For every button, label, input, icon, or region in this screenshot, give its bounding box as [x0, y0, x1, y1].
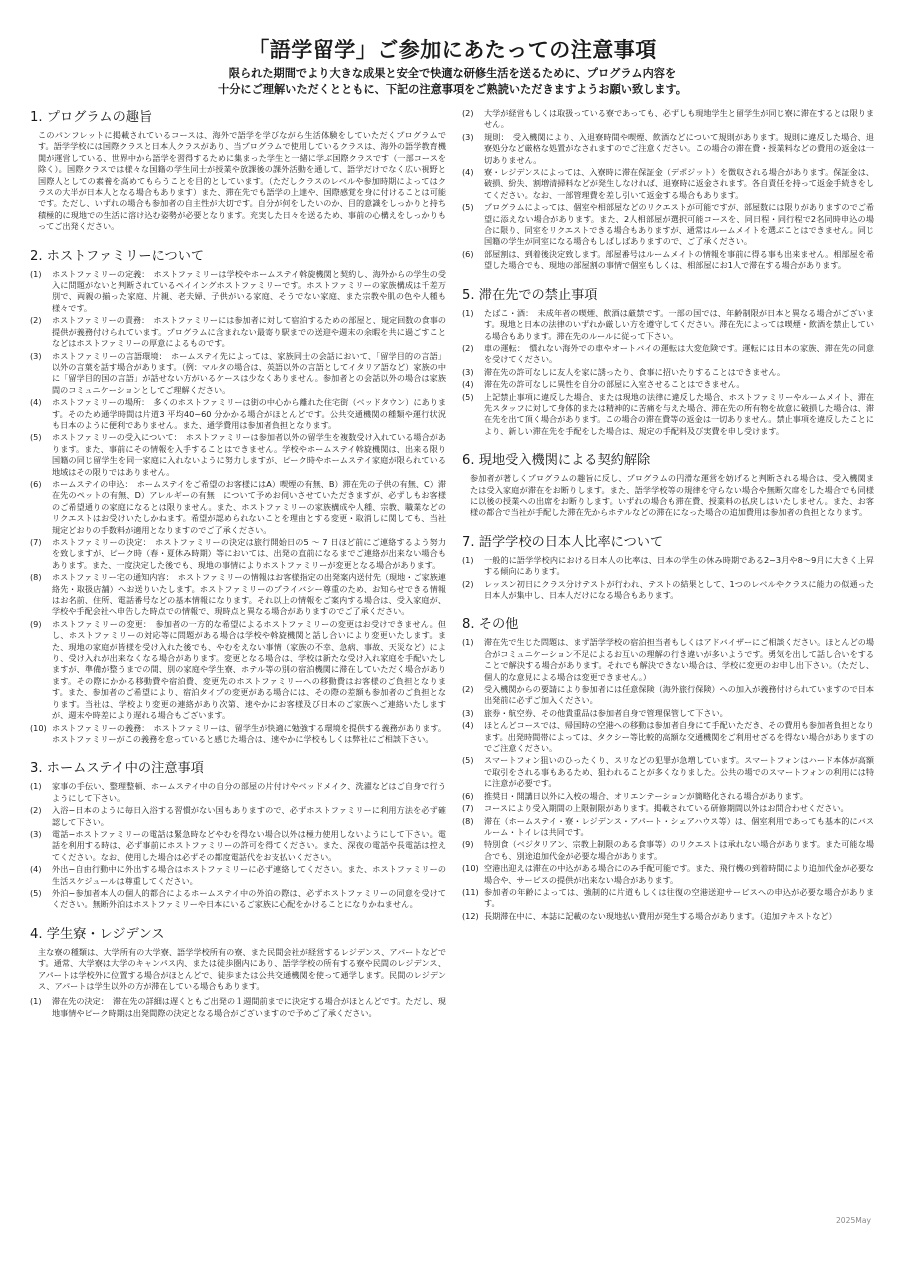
item-text: 滞在（ホームステイ・寮・レジデンス・アパート・シェアハウス等）は、個室利用であっても基本的にバスルーム・トイレは共同です。 — [484, 815, 874, 837]
item-text: 滞在先の許可なしに友人を家に誘ったり、食事に招いたりすることはできません。 — [484, 366, 786, 377]
list-item — [30, 723, 446, 746]
list-item — [30, 888, 446, 911]
section-3 — [30, 759, 446, 910]
numbered-list — [462, 555, 874, 602]
item-number: (9) — [462, 839, 474, 850]
list-item — [30, 397, 446, 431]
item-text: ホストファミリーの受入について： ホストファミリーは参加者以外の留学生を複数受け入れている場合があります。また、事前にその情報を入手することはできません。学校やホームステイ斡旋機関は、出来る限り国籍の同じ留学生を同一家庭に入れないように努力しますが、ピーク時やホームステイ家庭が限られている地域はその限りではありません。 — [52, 432, 446, 477]
list-item — [462, 555, 874, 578]
section-heading: 7. 語学学校の日本人比率について — [462, 534, 664, 550]
list-item — [462, 720, 874, 754]
item-text: ホストファミリーの義務： ホストファミリーは、留学生が快適に勉強する環境を提供する義務があります。ホストファミリーがこの義務を怠っていると感じた場合は、速やかに学校もしくは弊社にご相談下さい。 — [52, 722, 446, 744]
list-item — [30, 805, 446, 828]
item-text: 滞在先の許可なしに異性を自分の部屋に入室させることはできません。 — [484, 379, 745, 390]
item-number: (2) — [30, 315, 42, 326]
subtitle-line: 限られた期間でより大きな成果と安全で快適な研修生活を送るために、プログラム内容を — [228, 67, 677, 80]
item-text: 車の運転： 慣れない海外での車やオートバイの運転は大変危険です。運転には日本の家族、滞在先の同意を受けてください。 — [484, 342, 874, 365]
item-number: (1) — [30, 268, 42, 279]
item-number: (10) — [30, 722, 47, 733]
item-text: 規則： 受入機関により、入退寮時間や喫煙、飲酒などについて規則があります。規則に違反した場合、退寮処分など厳格な処置がなされますのでご注意ください。この場合の滞在費・授業料などの費用の返金は一切ありません。 — [484, 131, 874, 165]
page-subtitle — [0, 66, 905, 98]
item-number: (2) — [462, 578, 474, 589]
item-text: 滞在先で生じた問題は、まず語学学校の宿泊担当者もしくはアドバイザーにご相談ください。ほとんどの場合がコミュニケーション不足によるお互いの理解の行き違いが多いようです。勇気を出して話し合いをすることで解決する場合があります。それでも解決できない場合は、学校に変更のお申し出下さい。（ただし、個人的な意見による場合は変更できません。） — [484, 637, 874, 682]
item-number: (6) — [462, 790, 474, 801]
item-number: (1) — [462, 554, 474, 565]
item-number: (6) — [462, 248, 474, 259]
list-item — [30, 781, 446, 804]
list-item — [30, 619, 446, 722]
item-text: ホームステイの申込： ホームステイをご希望のお客様にはA）喫煙の有無、B）滞在先の子供の有無、C）滞在先のペットの有無、D）アレルギーの有無 について予めお伺いさせていただきますが、必ずしもお客様のご希望通りの家庭になるとは限りません。また、ホストファミリーの家族構成や人種、宗教、職業などのリクエストはお受けいたしかねます。希望が認められないことを理由とする変更・取消しに関しても、当社規定どおりの手数料が適用となりますのでご了承ください。 — [52, 478, 446, 535]
item-number: (7) — [30, 537, 42, 547]
item-number: (5) — [30, 432, 42, 443]
item-text: ホストファミリー宅の通知内容： ホストファミリーの情報はお客様指定の出発案内送付先（現地・ご家族連絡先・取扱店舗）へお送りいたします。ホストファミリーのプライバシー尊重のため、お知らせできる情報はお名前、住所、電話番号などの基本情報になります。それ以上の情報をご案内する場合は、受入家庭が、学校や手配会社へ申告した時点での情報で、現時点と異なる場合がありますのでご了承ください。 — [52, 572, 446, 617]
list-item — [462, 816, 874, 839]
list-item — [462, 167, 874, 201]
item-text: レッスン初日にクラス分けテストが行われ、テストの結果として、1つのレベルやクラスに能力の似通った日本人が集中し、日本人だけになる場合もあります。 — [484, 578, 874, 600]
list-item — [30, 351, 446, 397]
list-item — [462, 755, 874, 789]
section-intro: このパンフレットに掲載されているコースは、海外で語学を学びながら生活体験をしていただくプログラムです。語学学校には国際クラスと日本人クラスがあり、当プログラムで使用しているクラスは、海外の語学教育機関が運営している、世界中から語学を習得するために集まった学生と一緒に学ぶ国際クラスです（一部コースを除く）。国際クラスでは様々な国籍の学生同士が授業や放課後の課外活動を通して、語学だけでなく広い視野と国際人としての素養を高めてもらうことを目的としています。（ただしクラスのレベルや参加時期によってはクラスの大半が日本人となる場合もあります）また、滞在先でも語学の上達や、国際感覚を身に付けることは可能です。ただし、いずれの場合も参加者の自主性が大切です。自分が何をしたいのか、目的意識をしっかりと持ち積極的に現地での生活に溶け込む姿勢が必要となります。充実した日々を送るため、事前の心構えをしっかりもってご出発ください。 — [38, 130, 446, 232]
item-number: (4) — [462, 379, 474, 390]
list-item — [30, 479, 446, 536]
item-number: (1) — [30, 996, 42, 1007]
item-text: 大学が経営もしくは取扱っている寮であっても、必ずしも現地学生と留学生が同じ寮に滞在するとは限りません。 — [484, 108, 874, 130]
list-item — [30, 315, 446, 349]
item-text: 旅券・航空券、その他貴重品は参加者自身で管理保管して下さい。 — [484, 707, 728, 718]
section-4 — [462, 108, 874, 272]
item-text: 推奨日・開講日以外に入校の場合、オリエンテーションが簡略化される場合があります。 — [484, 790, 808, 801]
section-8 — [462, 615, 874, 922]
section-heading: 5. 滞在先での禁止事項 — [462, 287, 598, 303]
item-text: 部屋割は、到着後決定致します。部屋番号はルームメイトの情報を事前に得る事も出来ません。相部屋を希望した場合でも、現地の部屋割の事情で個室もしくは、相部屋にお1人で滞在する場合があります。 — [484, 248, 874, 271]
list-item — [30, 432, 446, 478]
item-text: ほとんどコースでは、帰国時の空港への移動は参加者自身にて手配いただき、その費用も参加者負担となります。出発時間帯によっては、タクシー等比較的高額な交通機関をご利用せざるを得ない場合がありますのでご注意ください。 — [484, 720, 874, 754]
numbered-list — [30, 781, 446, 910]
list-item — [30, 537, 446, 571]
item-text: 家事の手伝い、整理整頓、ホームステイ中の自分の部屋の片付けやベッドメイク、洗濯などはご自身で行うようにして下さい。 — [52, 781, 446, 803]
list-item — [462, 343, 874, 366]
list-item — [462, 202, 874, 248]
list-item — [462, 887, 874, 910]
section-2 — [30, 247, 446, 746]
item-number: (4) — [30, 397, 42, 408]
list-item — [462, 367, 874, 378]
item-number: (5) — [30, 887, 42, 898]
item-text: 空港出迎えは滞在の中込がある場合にのみ手配可能です。また、飛行機の到着時間により追加代金が必要な場合や、サービスの提供が出来ない場合があります。 — [484, 863, 874, 885]
item-text: コースにより受入期間の上限制限があります。掲載されている研修期間以外はお問合わせください。 — [484, 803, 849, 814]
item-number: (2) — [462, 342, 474, 353]
list-item — [462, 684, 874, 707]
section-5 — [462, 286, 874, 437]
list-item — [462, 791, 874, 802]
subtitle-line: 十分にご理解いただくとともに、下記の注意事項をご熟読いただきますようお願い致します。 — [218, 83, 687, 96]
numbered-list — [30, 269, 446, 746]
item-number: (2) — [462, 108, 474, 118]
section-4 — [30, 925, 446, 1019]
section-heading: 6. 現地受入機関による契約解除 — [462, 453, 651, 469]
item-number: (3) — [462, 366, 474, 377]
item-number: (3) — [30, 828, 42, 839]
item-number: (3) — [462, 707, 474, 718]
item-number: (7) — [462, 803, 474, 814]
list-item — [462, 803, 874, 814]
item-text: 滞在先の決定： 滞在先の詳細は遅くともご出発の１週間前までに決定する場合がほとんどです。ただし、現地事情やピーク時期は出発間際の決定となる場合がございますので予めご了承ください。 — [52, 996, 446, 1018]
list-item — [30, 864, 446, 887]
section-intro: 主な寮の種類は、大学所有の大学寮、語学学校所有の寮、また民間会社が経営するレジデンス、アパートなどです。通常、大学寮は大学のキャンパス内、または徒歩圏内にあり、語学学校の所有する寮や民間のレジデンス、アパートは学校外に位置する場合がほとんどで、徒歩または公共交通機関を使って通学します。民間のレジデンス、アパートは学生以外の方が滞在している場合もあります。 — [38, 946, 446, 991]
item-text: 参加者の年齢によっては、強制的に片道もしくは往復の空港送迎サービスへの申込が必要な場合があります。 — [484, 886, 874, 909]
list-item — [462, 579, 874, 602]
item-text: ホストファミリーの言語環境： ホームステイ先によっては、家族同士の会話において、「留学目的の言語」以外の言葉を話す場合があります。（例：マルタの場合は、英語以外の言語としてイタリア語など）家族の中に「留学目的国の言語」が話せない方がいるケースは少なくありません。参加者との会話以外の場合は家族間のコミュニケーションとしてご理解ください。 — [52, 350, 446, 395]
page-title: 「語学留学」ご参加にあたっての注意事項 — [248, 38, 657, 62]
item-text: 一般的に語学学校内における日本人の比率は、日本の学生の休み時期である2~3月や8～9月に大きく上昇する傾向にあります。 — [484, 554, 874, 577]
item-number: (4) — [462, 167, 474, 178]
item-text: たばこ・酒： 未成年者の喫煙、飲酒は厳禁です。一部の国では、年齢制限が日本と異なる場合がございます。現地と日本の法律のいずれか厳しい方を遵守してください。滞在先によっては喫煙・飲酒を禁止している場合もあります。滞在先のルールに従って下さい。 — [484, 307, 874, 341]
item-number: (11) — [462, 886, 479, 897]
item-number: (3) — [462, 131, 474, 142]
section-1 — [30, 108, 446, 233]
item-number: (1) — [462, 637, 474, 648]
section-7 — [462, 533, 874, 602]
list-item — [462, 839, 874, 862]
item-text: 寮・レジデンスによっては、入寮時に滞在保証金（デポジット）を徴収される場合があります。保証金は、破損、紛失、割増清掃料などが発生しなければ、退寮時に返金されます。各自責任を持って返金手続きをしてください。なお、一部管理費を差し引いて返金する場合もあります。 — [484, 167, 874, 200]
item-text: 電話−ホストファミリーの電話は緊急時などやむを得ない場合以外は極力使用しないようにして下さい。電話を利用する時は、必ず事前にホストファミリーの許可を得てください。また、深夜の電話や長電話は控えてください。なお、使用した場合は必ずその都度電話代をお支払いください。 — [52, 828, 446, 862]
item-number: (2) — [462, 684, 474, 695]
item-number: (5) — [462, 202, 474, 213]
numbered-list — [462, 108, 874, 272]
item-number: (8) — [30, 572, 42, 583]
item-number: (4) — [462, 720, 474, 731]
left-column — [30, 108, 446, 1230]
item-number: (3) — [30, 350, 42, 361]
item-number: (8) — [462, 815, 474, 826]
list-item — [462, 911, 874, 922]
item-text: 上記禁止事項に違反した場合、または現地の法律に違反した場合、ホストファミリーやルームメイト、滞在先スタッフに対して身体的または精神的に苦痛を与えた場合、滞在先の所有物を故意に破損した場合は、滞在先を出て頂く場合があります。この場合の滞在費等の返金は一切ありません。禁止事項を違反したことにより、新しい滞在先を手配をした場合は、規定の手配料及び実費を申し受けます。 — [484, 391, 874, 436]
section-heading: 1. プログラムの趣旨 — [30, 110, 153, 125]
item-text: 特別食（ベジタリアン、宗教上制限のある食事等）のリクエストは承れない場合があります。また可能な場合でも、別途追加代金が必要な場合があります。 — [484, 839, 874, 861]
item-number: (5) — [462, 755, 474, 766]
list-item — [462, 108, 874, 131]
list-item — [462, 132, 874, 166]
item-text: ホストファミリーの定義： ホストファミリーは学校やホームステイ斡旋機関と契約し、海外からの学生の受入に問題がないと判断されているペイイングホストファミリーです。ホストファミリーの家族構成は千差万別で、両親の揃った家庭、片親、老夫婦、子供がいる家庭、そうでない家庭、また宗教や肌の色や人種も様々です。 — [52, 268, 446, 313]
item-text: 外泊−参加者本人の個人的都合によるホームステイ中の外泊の際は、必ずホストファミリーの同意を受けてください。無断外泊はホストファミリーや日本にいるご家族に心配をかけることになりかねません。 — [52, 887, 446, 910]
section-heading: 2. ホストファミリーについて — [30, 248, 205, 264]
item-text: ホストファミリーの責務： ホストファミリーには参加者に対して宿泊するための部屋と、規定回数の食事の提供が義務付けられています。プログラムに含まれない最寄り駅までの送迎や週末の余暇を共に過ごすことなどはホストファミリーの厚意によるものです。 — [52, 315, 446, 349]
list-item — [30, 829, 446, 863]
list-item — [462, 863, 874, 886]
list-item — [30, 572, 446, 618]
item-text: ホストファミリーの変更： 参加者の一方的な希望によるホストファミリーの変更はお受けできません。但し、ホストファミリーの対応等に問題がある場合は学校や斡旋機関と話し合いにより変更いたします。また、現地の家庭が皆様を受け入れた後でも、やむをえない事情（家族の不幸、急病、事故、天災など）により、受け入れが出来なくなる場合があります。変更となる場合は、学校は新たな受け入れ家庭を手配いたしますが、準備が整うまでの間、別の家庭や学生寮、ホテル等の別の宿泊機関に滞在していただく場合があります。その際にかかる移動費や宿泊費、変更先のホストファミリーへの移動費はお客様のご負担となります。また、参加者のご希望により、宿泊タイプの変更がある場合には、その際の差額も参加者のご負担となります。当社は、学校より変更の連絡があり次第、速やかにお客様及び日本のご家族へご連絡いたしますが、週末や時差により遅れる場合もございます。 — [52, 618, 446, 721]
item-number: (6) — [30, 478, 42, 489]
list-item — [30, 269, 446, 315]
item-text: 長期滞在中に、本誌に記載のない現地払い費用が発生する場合があります。（追加テキストなど） — [484, 910, 837, 921]
list-item — [462, 379, 874, 390]
item-text: ホストファミリーの決定： ホストファミリーの決定は旅行開始日の5 ～ 7 日ほど前にご連絡するよう努力を致しますが、ピーク時（春・夏休み時期）等においては、出発の直前になるまでご連絡が出来ない場合もあります。また、一度決定した後でも、現地の事情によりホストファミリーが変更となる場合があります。 — [52, 537, 446, 570]
item-text: スマートフォン狙いのひったくり、スリなどの犯罪が急増しています。スマートフォンはハード本体が高額で取引をされる事もあるため、狙われることが多くなりました。公共の場でのスマートフォンの利用には特に注意が必要です。 — [484, 755, 874, 789]
section-heading: 8. その他 — [462, 617, 519, 633]
numbered-list — [462, 637, 874, 922]
item-text: 受入機関からの要請により参加者には任意保険（海外旅行保険）への加入が義務付けられていますので日本出発前に必ずご加入ください。 — [484, 684, 874, 706]
item-number: (10) — [462, 863, 479, 874]
list-item — [462, 392, 874, 438]
section-heading: 3. ホームステイ中の注意事項 — [30, 761, 204, 777]
list-item — [462, 308, 874, 342]
item-number: (1) — [462, 307, 474, 318]
item-number: (2) — [30, 805, 42, 816]
item-number: (1) — [30, 781, 42, 792]
item-text: 入浴−日本のように毎日入浴する習慣がない国もありますので、必ずホストファミリーに利用方法を必ず確認して下さい。 — [52, 805, 446, 827]
numbered-list — [462, 308, 874, 437]
right-column — [462, 108, 874, 1236]
item-text: 外出−自由行動中に外出する場合はホストファミリーに必ず連絡してください。また、ホストファミリーの生活スケジュールは尊重してください。 — [52, 864, 446, 886]
item-number: (9) — [30, 618, 42, 629]
footer-date: 2025May — [835, 1216, 871, 1225]
item-text: プログラムによっては、個室や相部屋などのリクエストが可能ですが、部屋数には限りがありますのでご希望に添えない場合があります。また、2人相部屋が選択可能コースを、同日程・同行程で2名同時申込の場合に限り、同室をリクエストできる場合もありますが、通常はルームメイトを選ぶことはできません。同じ国籍の学生が同室になる場合もしばしばありますので、ご了承ください。 — [484, 202, 874, 247]
list-item — [462, 249, 874, 272]
item-number: (12) — [462, 910, 479, 921]
item-number: (4) — [30, 864, 42, 875]
section-heading: 4. 学生寮・レジデンス — [30, 926, 165, 942]
item-text: ホストファミリーの場所： 多くのホストファミリーは街の中心から離れた住宅街（ベッドタウン）にあります。そのため通学時間は片道3 平均40~60 分かかる場合がほとんどです。公共交通機関の種類や運行状況も日本のように便利でありません。また、通学費用は参加者負担となります。 — [52, 397, 446, 430]
list-item — [30, 996, 446, 1019]
section-intro: 参加者が著しくプログラムの趣旨に反し、プログラムの円滑な運営を妨げると判断される場合は、受入機関または受入家庭が滞在をお断りします。また、語学学校等の規律を守らない場合や無断欠席をした場合でも同様に以後の授業への出席をお断りします。いずれの場合も滞在費、授業料の払戻しはいたしません。また、お客様の都合で当社が手配した滞在先からホテルなどの滞在になった場合の追加費用は参加者の負担となります。 — [470, 473, 874, 518]
list-item — [462, 637, 874, 683]
list-item — [462, 708, 874, 719]
item-number: (5) — [462, 391, 474, 402]
numbered-list — [30, 996, 446, 1019]
section-6 — [462, 451, 874, 519]
